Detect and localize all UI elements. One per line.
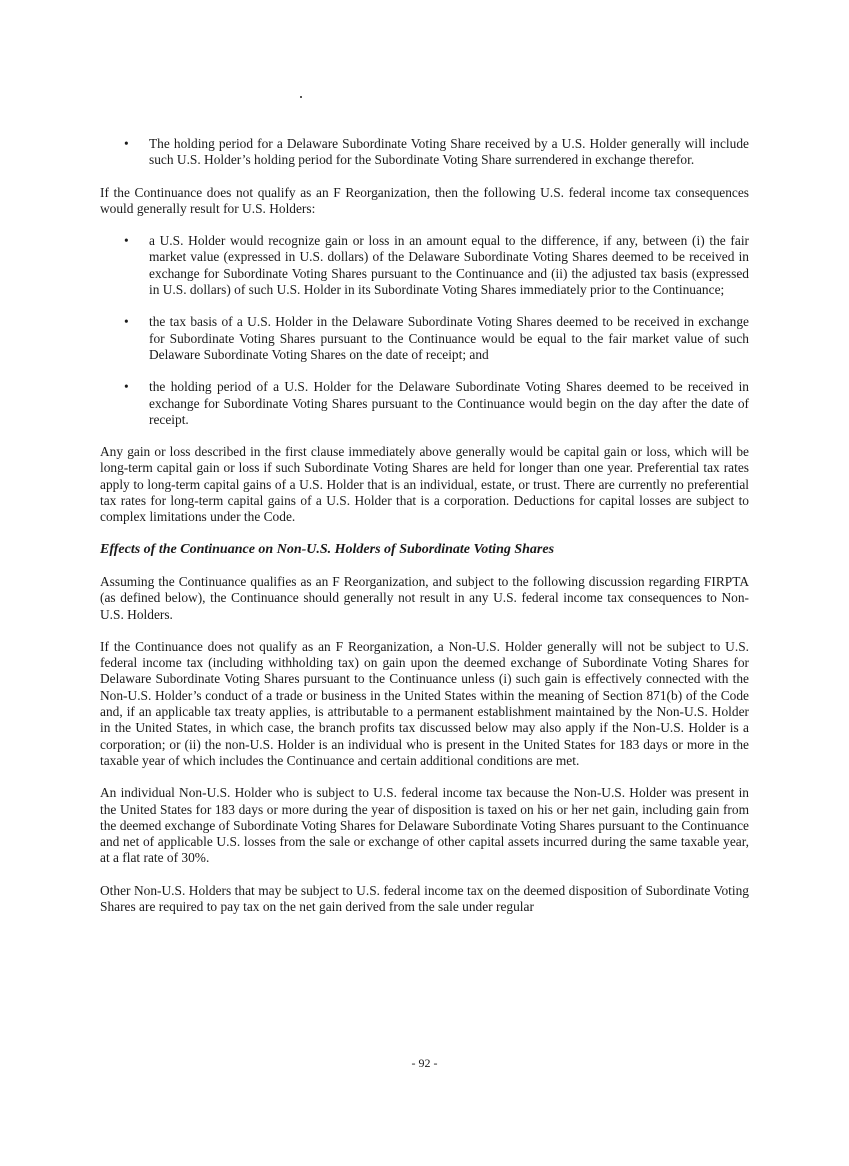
bullet-icon: • — [124, 136, 129, 151]
paragraph-no-f-reorg-non-us: If the Continuance does not qualify as an F Reorganization, a Non-U.S. Holder generally will not be subject to U.S. federal income tax (including withholding tax) on gain upon the deemed exchange of Subordinate Voting Shares for Delaware Subordinate Voting Shares pursuant to the Continuance unless (i) such gain is effectively connected with the Non-U.S. Holder’s conduct of a trade or business in the United States within the meaning of Section 871(b) of the Code and, if an applicable tax treaty applies, is attributable to a permanent establishment maintained by the Non-U.S. Holder in the United States, in which case, the branch profits tax discussed below may also apply if the Non-U.S. Holder is a corporation; or (ii) the non-U.S. Holder is an individual who is present in the United States for 183 days or more in the taxable year of which includes the Continuance and certain additional conditions are met. — [100, 638, 749, 768]
list-item-text: the tax basis of a U.S. Holder in the Delaware Subordinate Voting Shares deemed to be received in exchange for Subordinate Voting Shares pursuant to the Continuance would be equal to the fair market value of such Delaware Subordinate Voting Shares on the date of receipt; and — [149, 314, 749, 362]
page-number: - 92 - — [411, 1056, 438, 1070]
paragraph-capital-gain: Any gain or loss described in the first clause immediately above generally would be capital gain or loss, which will be long-term capital gain or loss if such Subordinate Voting Shares are held for longer than one year. Preferential tax rates apply to long-term capital gains of a U.S. Holder that is an individual, estate, or trust. There are currently no preferential tax rates for long-term capital gains of a U.S. Holder that is a corporation. Deductions for capital losses are subject to complex limitations under the Code. — [100, 444, 749, 525]
bullet-list-holding-period — [100, 136, 749, 169]
list-item-text: The holding period for a Delaware Subordinate Voting Share received by a U.S. Holder generally will include such U.S. Holder’s holding period for the Subordinate Voting Share surrendered in exchange therefor. — [149, 136, 749, 168]
paragraph-individual-non-us: An individual Non-U.S. Holder who is subject to U.S. federal income tax because the Non-U.S. Holder was present in the United States for 183 days or more during the year of disposition is taxed on his or her net gain, including gain from the deemed exchange of Subordinate Voting Shares for Delaware Subordinate Voting Shares pursuant to the Continuance and net of applicable U.S. losses from the sale or exchange of other capital assets incurred during the same taxable year, at a flat rate of 30%. — [100, 785, 749, 866]
paragraph-no-f-reorg-us: If the Continuance does not qualify as an F Reorganization, then the following U.S. federal income tax consequences would generally result for U.S. Holders: — [100, 184, 749, 216]
scan-mark — [300, 96, 302, 98]
list-item — [100, 379, 749, 428]
list-item — [100, 314, 749, 363]
section-heading: Effects of the Continuance on Non-U.S. Holders of Subordinate Voting Shares — [100, 541, 555, 557]
bullet-icon: • — [124, 379, 129, 395]
bullet-icon: • — [124, 233, 129, 249]
list-item-text: a U.S. Holder would recognize gain or loss in an amount equal to the difference, if any, between (i) the fair market value (expressed in U.S. dollars) of the Delaware Subordinate Voting Shares deemed to be received in exchange for Subordinate Voting Shares pursuant to the Continuance and (ii) the adjusted tax basis (expressed in U.S. dollars) of such U.S. Holder in its Subordinate Voting Shares immediately prior to the Continuance; — [149, 233, 749, 298]
bullet-icon: • — [124, 314, 129, 330]
paragraph-f-reorg-non-us: Assuming the Continuance qualifies as an F Reorganization, and subject to the following discussion regarding FIRPTA (as defined below), the Continuance should generally not result in any U.S. federal income tax consequences to Non-U.S. Holders. — [100, 573, 749, 622]
list-item-text: the holding period of a U.S. Holder for the Delaware Subordinate Voting Shares deemed to be received in exchange for Subordinate Voting Shares pursuant to the Continuance would begin on the day after the date of receipt. — [149, 379, 749, 427]
paragraph-other-non-us: Other Non-U.S. Holders that may be subject to U.S. federal income tax on the deemed disposition of Subordinate Voting Shares are required to pay tax on the net gain derived from the sale under regular — [100, 882, 749, 914]
list-item — [100, 136, 749, 169]
bullet-list-consequences — [100, 233, 749, 428]
page-body — [100, 136, 749, 915]
list-item — [100, 233, 749, 298]
